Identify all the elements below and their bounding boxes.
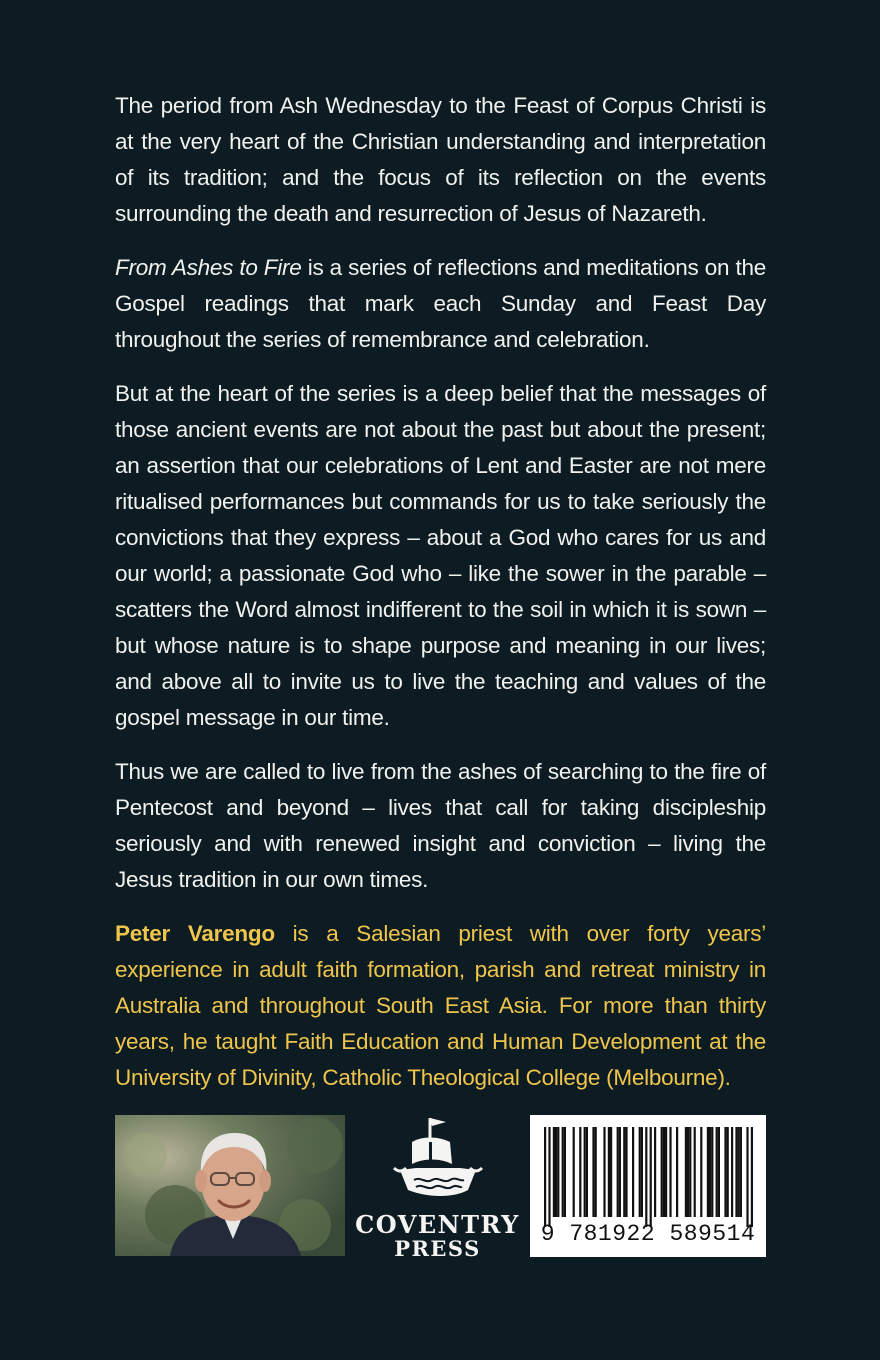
barcode-bar [718,1127,720,1217]
barcode-bar [603,1127,605,1217]
barcode-bar [641,1127,643,1217]
barcode-bar [738,1127,740,1217]
barcode-bar [595,1127,597,1217]
publisher-name-line2: PRESS [394,1236,481,1261]
barcode-bar [685,1127,687,1217]
barcode-bar [584,1127,586,1217]
blurb [115,88,766,1114]
barcode-bar [548,1127,550,1227]
barcode-bar [645,1127,647,1227]
book-title: From Ashes to Fire [115,255,302,280]
barcode-bar [689,1127,691,1217]
ship-icon [350,1112,525,1210]
barcode-bar [740,1127,742,1217]
barcode-bar [654,1127,656,1217]
barcode-bar [663,1127,665,1217]
barcode-bar [746,1127,748,1227]
barcode-bar [751,1127,753,1227]
barcode-bar [676,1127,678,1217]
author-bio-text: is a Salesian priest with over forty years’ experience in adult faith formation, parish and retreat ministry in Australia and throughout South East Asia. For more than thirty years, he taught Faith Education and Human Development at the University of Divinity, Catholic Theological College (Melbourne). [115,921,766,1090]
barcode-bar [564,1127,566,1217]
barcode-bar [610,1127,612,1217]
barcode-bar [608,1127,610,1217]
barcode-bar [573,1127,575,1217]
barcode-bar [709,1127,711,1217]
barcode-bar [544,1127,546,1227]
barcode-bar [619,1127,621,1217]
blurb-paragraph-1: The period from Ash Wednesday to the Feast of Corpus Christi is at the very heart of the Christian understanding and interpretation of its tradition; and the focus of its reflection on the events surrounding the death and resurrection of Jesus of Nazareth. [115,93,766,226]
publisher-logo [350,1112,525,1262]
isbn-digits: 9 781922 589514 [540,1221,756,1247]
blurb-paragraph-3: But at the heart of the series is a deep belief that the messages of those ancient events are not about the past but about the present; an assertion that our celebrations of Lent and Easter are not mere ritualised performances but commands for us to take seriously the convictions that they express – about a God who cares for us and our world; a passionate God who – like the sower in the parable – scatters the Word almost indifferent to the soil in which it is sown – but whose nature is to shape purpose and meaning in our lives; and above all to invite us to live the teaching and values of the gospel message in our time. [115,381,766,730]
barcode-bar [586,1127,588,1217]
blurb-paragraph-2-text: is a series of reflections and meditations on the Gospel readings that mark each Sunday and Feast Day throughout the series of remembrance and celebration. [115,255,766,352]
barcode-bar [731,1127,733,1217]
barcode-bar [694,1127,696,1217]
blurb-paragraph-4: Thus we are called to live from the ashes of searching to the fire of Pentecost and beyond – lives that call for taking discipleship seriously and with renewed insight and conviction – living the Jesus tradition in our own times. [115,759,766,892]
barcode-bar [735,1127,737,1217]
barcode-bar [557,1127,559,1217]
barcode-bar [724,1127,726,1217]
author-bio [115,916,766,1096]
barcode-bar [579,1127,581,1217]
barcode-bar [661,1127,663,1217]
barcode-bar [639,1127,641,1217]
barcode-bar [592,1127,594,1217]
barcode-bar [727,1127,729,1217]
barcode [530,1115,766,1257]
barcode-bar [665,1127,667,1217]
publisher-name-line1: COVENTRY [355,1210,520,1239]
barcode-bar [650,1127,652,1227]
barcode-bar [711,1127,713,1217]
barcode-bar [553,1127,555,1217]
author-photo [115,1115,345,1256]
barcode-bar [555,1127,557,1217]
barcode-bar [716,1127,718,1217]
blurb-paragraph-2 [115,250,766,358]
barcode-bar [625,1127,627,1217]
barcode-bar [632,1127,634,1217]
barcode-bar [687,1127,689,1217]
barcode-bar [617,1127,619,1217]
author-name: Peter Varengo [115,921,275,946]
barcode-bar [562,1127,564,1217]
barcode-bar [707,1127,709,1217]
barcode-bar [700,1127,702,1217]
barcode-bar [669,1127,671,1217]
barcode-bar [623,1127,625,1217]
